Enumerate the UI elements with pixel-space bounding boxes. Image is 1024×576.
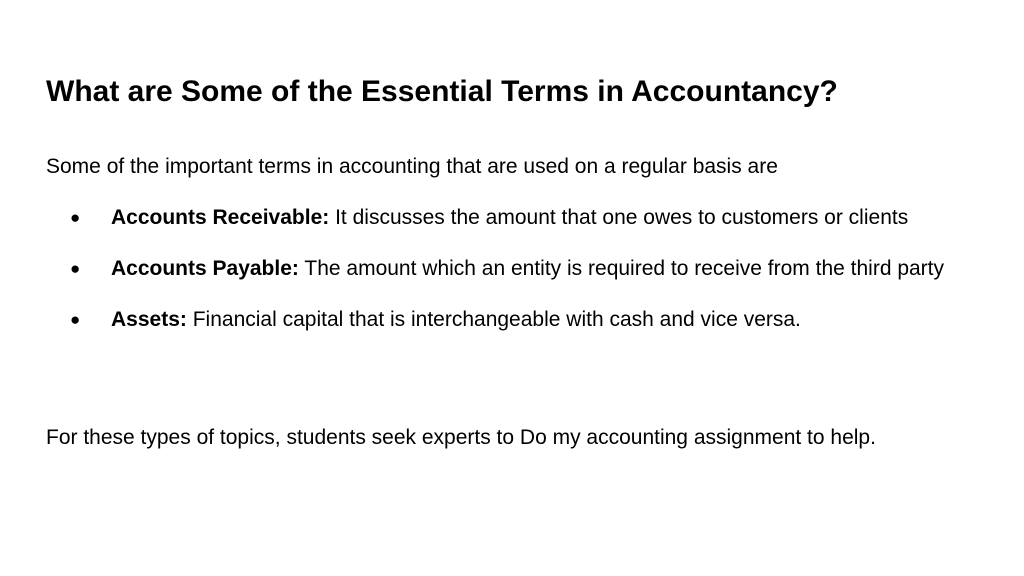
term-definition: The amount which an entity is required to receive from the third party (304, 257, 945, 280)
list-item-accounts-payable (46, 252, 976, 285)
list-item-accounts-receivable (46, 201, 976, 234)
term-label: Accounts Receivable: (111, 206, 330, 229)
term-definition: It discusses the amount that one owes to customers or clients (335, 206, 909, 229)
term-definition: Financial capital that is interchangeable with cash and vice versa. (192, 308, 801, 331)
list-item-assets (46, 303, 976, 336)
bullet-icon: ● (70, 310, 81, 329)
term-label: Assets: (111, 308, 187, 331)
term-label: Accounts Payable: (111, 257, 299, 280)
page-title: What are Some of the Essential Terms in Accountancy? (46, 75, 838, 108)
closing-paragraph: For these types of topics, students seek experts to Do my accounting assignment to help. (46, 426, 876, 449)
bullet-icon: ● (70, 259, 81, 278)
bullet-icon: ● (70, 208, 81, 227)
terms-list (46, 201, 976, 354)
intro-paragraph: Some of the important terms in accounting that are used on a regular basis are (46, 155, 778, 178)
